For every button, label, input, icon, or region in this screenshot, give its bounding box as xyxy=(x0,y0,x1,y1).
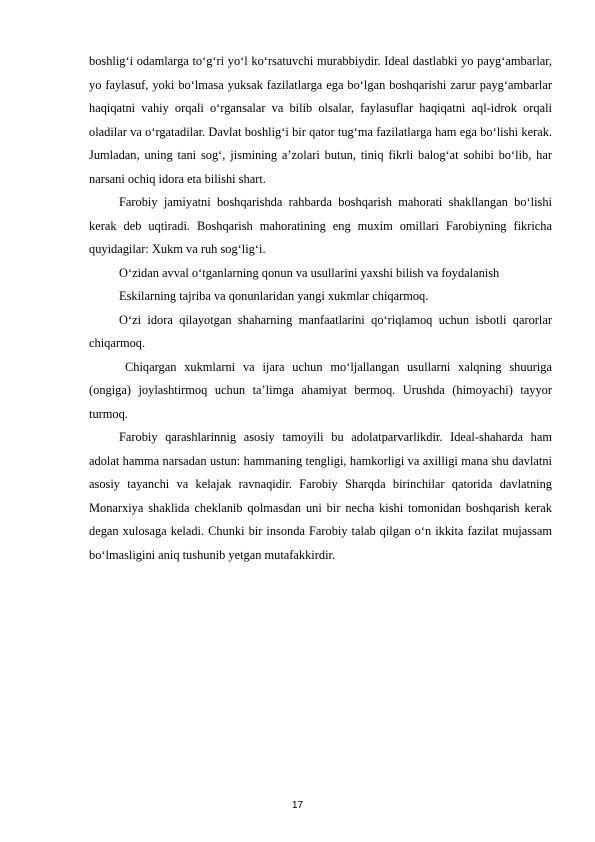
document-page xyxy=(89,50,552,567)
list-item-3: O‘zi idora qilayotgan shaharning manfaatlarini qo‘riqlamoq uchun isbotli qarorlar chiqarmoq. xyxy=(89,312,552,350)
list-item-1: O‘zidan avval o‘tganlarning qonun va usullarini yaxshi bilish va foydalanish xyxy=(119,265,500,280)
paragraph-1: boshlig‘i odamlarga to‘g‘ri yo‘l ko‘rsatuvchi murabbiydir. Ideal dastlabki yo payg‘ambarlar, yo faylasuf, yoki bo‘lmasa yuksak fazilatlarga ega bo‘lgan boshqarishi zarur payg‘ambarlar haqiqatni vahiy orqali o‘rgansalar va bilib olsalar, faylasuflar haqiqatni aql-idrok orqali oladilar va o‘rgatadilar. Davlat boshlig‘i bir qator tug‘ma fazilatlarga ham ega bo‘lishi kerak. Jumladan, uning tani sog‘, jismining a’zolari butun, tiniq fikrli balog‘at sohibi bo‘lib, har narsani ochiq idora eta bilishi shart. xyxy=(89,54,552,186)
page-number: 17 xyxy=(291,800,304,811)
paragraph-3: Farobiy qarashlarinnig asosiy tamoyili bu adolatparvarlikdir. Ideal-shaharda ham adolat hamma narsadan ustun: hammaning tengligi, hamkorligi va axilligi mana shu davlatni asosiy tayanchi va kelajak ravnaqidir. Farobiy Sharqda birinchilar qatorida davlatning Monarxiya shaklida cheklanib qolmasdan uni bir necha kishi tomonidan boshqarish kerak degan xulosaga keladi. Chunki bir insonda Farobiy talab qilgan o‘n ikkita fazilat mujassam bo‘lmasligini aniq tushunib yetgan mutafakkirdir. xyxy=(89,430,552,562)
paragraph-2: Farobiy jamiyatni boshqarishda rahbarda boshqarish mahorati shakllangan bo‘lishi kerak deb uqtiradi. Boshqarish mahoratining eng muxim omillari Farobiyning fikricha quyidagilar: Xukm va ruh sog‘lig‘i. xyxy=(89,195,552,256)
list-item-4: Chiqargan xukmlarni va ijara uchun mo‘ljallangan usullarni xalqning shuuriga (ongiga) joylashtirmoq uchun ta’limga ahamiyat bermoq. Urushda (himoyachi) tayyor turmoq. xyxy=(89,359,552,421)
list-item-2: Eskilarning tajriba va qonunlaridan yangi xukmlar chiqarmoq. xyxy=(119,289,429,303)
